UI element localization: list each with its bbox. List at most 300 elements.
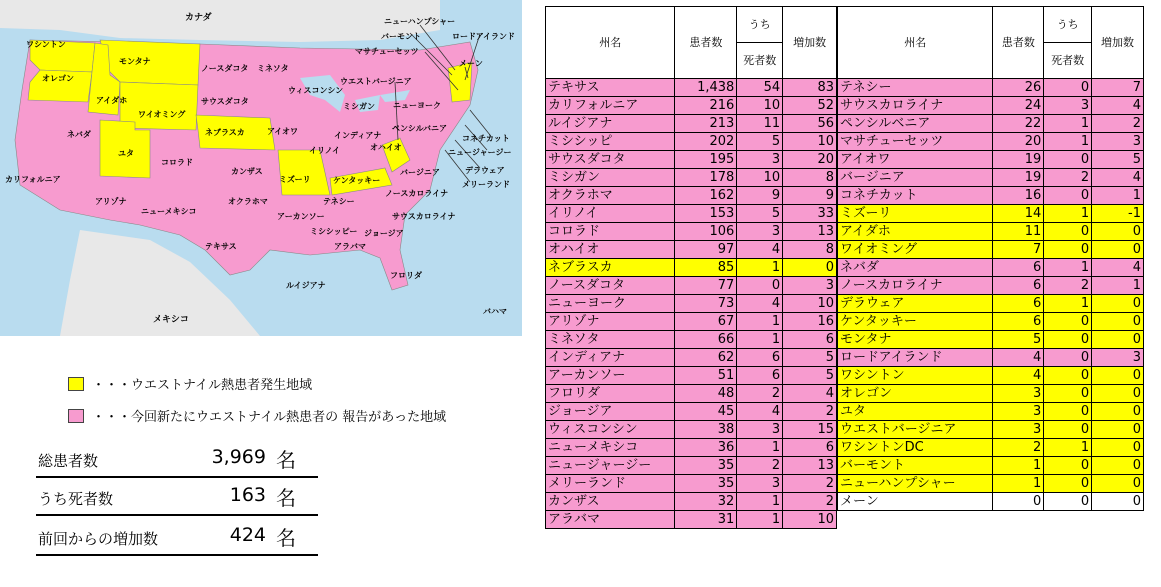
table-row <box>838 439 1144 457</box>
map-label-missouri: ミズーリ <box>279 175 311 184</box>
cell-deaths: 54 <box>737 79 783 97</box>
table-row <box>838 259 1144 277</box>
cell-patients: 24 <box>993 97 1044 115</box>
cell-state: ワシントン <box>838 367 993 385</box>
cell-increase: 0 <box>1092 223 1144 241</box>
table-row <box>546 241 837 259</box>
cell-deaths: 0 <box>1044 385 1092 403</box>
cell-patients: 51 <box>675 367 737 385</box>
cell-increase: 0 <box>783 259 837 277</box>
table-row <box>838 223 1144 241</box>
cell-deaths: 5 <box>737 205 783 223</box>
map-label-montana: モンタナ <box>119 57 151 66</box>
table-row <box>838 385 1144 403</box>
table-row <box>838 169 1144 187</box>
summary-value: 3,969 <box>211 446 266 468</box>
map-label-georgia: ジョージア <box>364 229 404 238</box>
cell-patients: 85 <box>675 259 737 277</box>
cell-state: ルイジアナ <box>546 115 675 133</box>
cell-state: ケンタッキー <box>838 313 993 331</box>
cell-increase: 3 <box>1092 133 1144 151</box>
table-row <box>546 475 837 493</box>
summary-value: 424 <box>229 524 266 546</box>
map-label-maine: メーン <box>459 59 483 68</box>
cell-patients: 45 <box>675 403 737 421</box>
cell-deaths: 2 <box>1044 169 1092 187</box>
table-row <box>546 79 837 97</box>
cell-patients: 1,438 <box>675 79 737 97</box>
cell-deaths: 0 <box>1044 349 1092 367</box>
cell-state: サウスカロライナ <box>838 97 993 115</box>
cell-state: バーモント <box>838 457 993 475</box>
cell-deaths: 0 <box>1044 457 1092 475</box>
cell-increase: 1 <box>1092 187 1144 205</box>
cell-deaths: 2 <box>737 385 783 403</box>
summary-total-patients <box>36 440 318 478</box>
cell-patients: 38 <box>675 421 737 439</box>
cell-patients: 1 <box>993 457 1044 475</box>
cell-deaths: 0 <box>1044 187 1092 205</box>
map-label-colorado: コロラド <box>161 158 193 167</box>
map-label-oregon: オレゴン <box>42 74 74 83</box>
cell-deaths: 6 <box>737 349 783 367</box>
cell-deaths: 0 <box>1044 493 1092 511</box>
cell-patients: 66 <box>675 331 737 349</box>
map-label-arkansas: アーカンソー <box>277 212 325 221</box>
cell-state: カリフォルニア <box>546 97 675 115</box>
map-label-nebraska: ネブラスカ <box>205 128 245 137</box>
map-label-oklahoma: オクラホマ <box>228 197 268 206</box>
cell-increase: 9 <box>783 187 837 205</box>
map-label-idaho: アイダホ <box>96 96 128 105</box>
legend-swatch-pink <box>68 409 84 423</box>
table-row <box>546 331 837 349</box>
map-label-mexico: メキシコ <box>153 315 189 325</box>
cell-deaths: 0 <box>1044 367 1092 385</box>
cell-deaths: 1 <box>1044 295 1092 313</box>
cell-patients: 106 <box>675 223 737 241</box>
cell-state: アーカンソー <box>546 367 675 385</box>
cell-increase: 3 <box>783 277 837 295</box>
cell-state: オレゴン <box>838 385 993 403</box>
cell-increase: 2 <box>783 493 837 511</box>
map-label-wisconsin: ウィスコンシン <box>288 86 344 95</box>
cell-deaths: 0 <box>1044 421 1092 439</box>
cell-patients: 153 <box>675 205 737 223</box>
cell-patients: 6 <box>993 277 1044 295</box>
cell-deaths: 4 <box>737 295 783 313</box>
cell-deaths: 6 <box>737 367 783 385</box>
table-row <box>838 79 1144 97</box>
map-label-connecticut: コネチカット <box>462 134 510 143</box>
map-label-canada: カナダ <box>185 13 212 23</box>
cell-patients: 14 <box>993 205 1044 223</box>
summary-deaths <box>36 478 318 516</box>
table-row <box>838 295 1144 313</box>
summary-unit: 名 <box>276 448 296 472</box>
table-row <box>546 151 837 169</box>
cell-state: マサチューセッツ <box>838 133 993 151</box>
legend-label: ・・・ウエストナイル熱患者発生地域 <box>92 378 313 393</box>
cell-deaths: 3 <box>737 421 783 439</box>
cell-patients: 48 <box>675 385 737 403</box>
map-label-ohio: オハイオ <box>370 143 402 152</box>
cell-increase: 0 <box>1092 313 1144 331</box>
summary-increase <box>36 518 318 556</box>
cell-patients: 3 <box>993 403 1044 421</box>
map-label-south-dakota: サウスダコタ <box>201 97 249 106</box>
cell-deaths: 1 <box>1044 205 1092 223</box>
table-row <box>838 457 1144 475</box>
cell-patients: 22 <box>993 115 1044 133</box>
cell-increase: 56 <box>783 115 837 133</box>
cell-increase: 0 <box>1092 331 1144 349</box>
cell-state: ウエストバージニア <box>838 421 993 439</box>
table-row <box>546 313 837 331</box>
map-label-rhode-island: ロードアイランド <box>452 32 516 41</box>
map-label-tennessee: テネシー <box>323 197 355 206</box>
table-row <box>546 403 837 421</box>
header-deaths: 死者数 <box>1044 43 1092 79</box>
cell-deaths: 3 <box>737 223 783 241</box>
cell-deaths: 0 <box>1044 151 1092 169</box>
cell-state: テキサス <box>546 79 675 97</box>
cell-deaths: 11 <box>737 115 783 133</box>
cell-state: ネブラスカ <box>546 259 675 277</box>
cell-state: コネチカット <box>838 187 993 205</box>
cell-deaths: 3 <box>737 151 783 169</box>
cell-increase: 6 <box>783 439 837 457</box>
legend-label: ・・・今回新たにウエストナイル熱患者の 報告があった地域 <box>92 410 447 425</box>
us-map <box>0 0 522 336</box>
cell-patients: 7 <box>993 241 1044 259</box>
cell-patients: 6 <box>993 295 1044 313</box>
cell-state: アリゾナ <box>546 313 675 331</box>
cell-state: メリーランド <box>546 475 675 493</box>
table-row <box>838 403 1144 421</box>
table-row <box>546 439 837 457</box>
legend-item-affected <box>68 374 312 393</box>
map-label-bahamas: バハマ <box>483 307 507 316</box>
cell-deaths: 1 <box>737 511 783 529</box>
map-label-south-carolina: サウスカロライナ <box>392 212 456 221</box>
cell-patients: 195 <box>675 151 737 169</box>
cell-deaths: 1 <box>1044 259 1092 277</box>
table-row <box>546 133 837 151</box>
cell-increase: 52 <box>783 97 837 115</box>
cell-increase: 2 <box>783 475 837 493</box>
cell-patients: 32 <box>675 493 737 511</box>
header-state: 州名 <box>546 7 675 79</box>
table-row <box>546 295 837 313</box>
map-label-kentucky: ケンタッキー <box>333 176 381 185</box>
cell-deaths: 3 <box>1044 97 1092 115</box>
cell-deaths: 2 <box>737 457 783 475</box>
cell-deaths: 9 <box>737 187 783 205</box>
table-row <box>838 97 1144 115</box>
header-patients: 患者数 <box>993 7 1044 79</box>
header-deaths: 死者数 <box>737 43 783 79</box>
cell-state: フロリダ <box>546 385 675 403</box>
cell-state: インディアナ <box>546 349 675 367</box>
map-label-north-carolina: ノースカロライナ <box>385 189 449 198</box>
cell-state: テネシー <box>838 79 993 97</box>
map-label-new-mexico: ニューメキシコ <box>141 207 197 216</box>
cell-state: サウスダコタ <box>546 151 675 169</box>
cell-patients: 3 <box>993 421 1044 439</box>
header-increase: 増加数 <box>783 7 837 79</box>
cell-state: アイオワ <box>838 151 993 169</box>
cell-increase: 0 <box>1092 367 1144 385</box>
cell-state: デラウェア <box>838 295 993 313</box>
cell-state: ニューメキシコ <box>546 439 675 457</box>
cell-increase: 4 <box>1092 169 1144 187</box>
cell-patients: 3 <box>993 385 1044 403</box>
cell-deaths: 0 <box>737 277 783 295</box>
map-label-iowa: アイオワ <box>267 127 299 136</box>
table-row <box>546 511 837 529</box>
cell-state: ミシガン <box>546 169 675 187</box>
cell-deaths: 1 <box>1044 115 1092 133</box>
map-label-nevada: ネバダ <box>67 130 91 139</box>
cell-patients: 6 <box>993 259 1044 277</box>
map-label-north-dakota: ノースダコタ <box>201 64 249 73</box>
cell-patients: 62 <box>675 349 737 367</box>
table-row <box>838 133 1144 151</box>
cell-patients: 4 <box>993 349 1044 367</box>
cell-patients: 178 <box>675 169 737 187</box>
map-label-virginia: バージニア <box>400 168 440 177</box>
map-label-arizona: アリゾナ <box>95 197 127 206</box>
cell-patients: 4 <box>993 367 1044 385</box>
cell-state: ユタ <box>838 403 993 421</box>
map-label-california: カリフォルニア <box>5 175 61 184</box>
map-label-louisiana: ルイジアナ <box>286 281 326 290</box>
cell-patients: 20 <box>993 133 1044 151</box>
cell-increase: 0 <box>1092 475 1144 493</box>
map-label-texas: テキサス <box>205 242 237 251</box>
cell-deaths: 10 <box>737 97 783 115</box>
cell-state: アラバマ <box>546 511 675 529</box>
cell-patients: 216 <box>675 97 737 115</box>
cell-patients: 5 <box>993 331 1044 349</box>
map-label-pennsylvania: ペンシルバニア <box>392 124 448 133</box>
table-row <box>546 205 837 223</box>
table-row <box>546 421 837 439</box>
table-row <box>546 457 837 475</box>
map-label-west-virginia: ウエストバージニア <box>340 77 412 86</box>
cell-increase: -1 <box>1092 205 1144 223</box>
cell-increase: 16 <box>783 313 837 331</box>
cell-increase: 83 <box>783 79 837 97</box>
cell-patients: 67 <box>675 313 737 331</box>
map-label-new-york: ニューヨーク <box>393 101 441 110</box>
cell-state: アイダホ <box>838 223 993 241</box>
map-label-washington: ワシントン <box>26 40 66 49</box>
cell-state: バージニア <box>838 169 993 187</box>
table-row <box>838 241 1144 259</box>
cell-state: ネバダ <box>838 259 993 277</box>
summary-unit: 名 <box>276 526 296 550</box>
table-row <box>838 277 1144 295</box>
map-label-florida: フロリダ <box>390 271 422 280</box>
cell-deaths: 1 <box>737 331 783 349</box>
cell-patients: 35 <box>675 457 737 475</box>
cell-state: ペンシルベニア <box>838 115 993 133</box>
cell-deaths: 10 <box>737 169 783 187</box>
cell-state: オクラホマ <box>546 187 675 205</box>
table-row <box>838 151 1144 169</box>
cell-deaths: 5 <box>737 133 783 151</box>
map-label-mississippi: ミシシッピー <box>310 227 358 236</box>
cell-patients: 73 <box>675 295 737 313</box>
cell-state: ワシントンDC <box>838 439 993 457</box>
cell-increase: 20 <box>783 151 837 169</box>
cell-state: ミズーリ <box>838 205 993 223</box>
table-row <box>838 205 1144 223</box>
cell-increase: 4 <box>783 385 837 403</box>
table-row <box>546 385 837 403</box>
table-row <box>546 223 837 241</box>
cell-patients: 6 <box>993 313 1044 331</box>
cell-state: ニューヨーク <box>546 295 675 313</box>
table-row <box>838 187 1144 205</box>
cell-patients: 0 <box>993 493 1044 511</box>
cell-deaths: 0 <box>1044 313 1092 331</box>
cell-deaths: 1 <box>1044 439 1092 457</box>
cell-increase: 0 <box>1092 295 1144 313</box>
cell-increase: 3 <box>1092 349 1144 367</box>
table-row <box>546 115 837 133</box>
cell-increase: 13 <box>783 457 837 475</box>
cell-increase: 10 <box>783 295 837 313</box>
cell-increase: 0 <box>1092 421 1144 439</box>
cell-deaths: 2 <box>1044 277 1092 295</box>
cell-deaths: 0 <box>1044 403 1092 421</box>
cell-increase: 2 <box>1092 115 1144 133</box>
cell-increase: 33 <box>783 205 837 223</box>
cell-state: ニューハンプシャー <box>838 475 993 493</box>
header-state: 州名 <box>838 7 993 79</box>
cell-patients: 16 <box>993 187 1044 205</box>
cell-increase: 0 <box>1092 457 1144 475</box>
cell-state: ジョージア <box>546 403 675 421</box>
cell-state: ロードアイランド <box>838 349 993 367</box>
cell-patients: 11 <box>993 223 1044 241</box>
cell-state: ミネソタ <box>546 331 675 349</box>
table-row <box>838 367 1144 385</box>
cell-deaths: 0 <box>1044 241 1092 259</box>
cell-deaths: 0 <box>1044 331 1092 349</box>
cell-patients: 36 <box>675 439 737 457</box>
cell-patients: 202 <box>675 133 737 151</box>
cell-deaths: 1 <box>737 439 783 457</box>
cell-deaths: 0 <box>1044 223 1092 241</box>
table-row <box>546 367 837 385</box>
legend-item-new <box>68 406 446 425</box>
table-row <box>838 475 1144 493</box>
cell-patients: 213 <box>675 115 737 133</box>
cell-state: ミシシッピ <box>546 133 675 151</box>
cell-patients: 19 <box>993 151 1044 169</box>
map-label-indiana: インディアナ <box>334 131 382 140</box>
map-label-maryland: メリーランド <box>462 180 510 189</box>
cell-patients: 19 <box>993 169 1044 187</box>
cell-increase: 8 <box>783 169 837 187</box>
map-label-illinois: イリノイ <box>309 146 340 155</box>
cell-increase: 1 <box>1092 277 1144 295</box>
table-row <box>838 115 1144 133</box>
cell-state: コロラド <box>546 223 675 241</box>
cell-state: モンタナ <box>838 331 993 349</box>
cell-patients: 1 <box>993 475 1044 493</box>
cell-increase: 10 <box>783 511 837 529</box>
cell-increase: 2 <box>783 403 837 421</box>
cell-increase: 4 <box>1092 97 1144 115</box>
cases-table-left <box>545 6 837 529</box>
table-row <box>546 169 837 187</box>
cell-increase: 10 <box>783 133 837 151</box>
map-label-vermont: バーモント <box>381 32 421 41</box>
table-row <box>838 331 1144 349</box>
header-of-which: うち <box>1044 7 1092 43</box>
summary-value: 163 <box>229 484 266 506</box>
cell-increase: 5 <box>783 349 837 367</box>
cell-increase: 0 <box>1092 241 1144 259</box>
map-label-new-hampshire: ニューハンプシャー <box>384 17 456 26</box>
map-label-utah: ユタ <box>118 149 134 158</box>
cell-increase: 5 <box>783 367 837 385</box>
map-label-alabama: アラバマ <box>334 242 366 251</box>
new-england-region <box>448 62 472 102</box>
cases-table-right <box>837 6 1144 511</box>
cell-patients: 35 <box>675 475 737 493</box>
cell-state: ウィスコンシン <box>546 421 675 439</box>
cell-deaths: 1 <box>737 259 783 277</box>
cell-state: カンザス <box>546 493 675 511</box>
map-label-delaware: デラウェア <box>465 166 505 175</box>
cell-patients: 162 <box>675 187 737 205</box>
header-increase: 増加数 <box>1092 7 1144 79</box>
cell-patients: 26 <box>993 79 1044 97</box>
summary-label: 前回からの増加数 <box>38 530 159 548</box>
cell-increase: 8 <box>783 241 837 259</box>
cell-state: イリノイ <box>546 205 675 223</box>
cell-deaths: 1 <box>737 493 783 511</box>
cell-state: ニュージャージー <box>546 457 675 475</box>
map-label-massachusetts: マサチューセッツ <box>355 47 419 56</box>
cell-deaths: 4 <box>737 403 783 421</box>
summary-unit: 名 <box>276 486 296 510</box>
canada-region <box>0 0 440 42</box>
map-label-kansas: カンザス <box>231 167 263 176</box>
cell-increase: 13 <box>783 223 837 241</box>
cell-state: ノースダコタ <box>546 277 675 295</box>
table-row <box>546 493 837 511</box>
cell-patients: 31 <box>675 511 737 529</box>
table-row <box>546 277 837 295</box>
summary-label: うち死者数 <box>38 490 114 508</box>
cell-increase: 0 <box>1092 403 1144 421</box>
cell-increase: 0 <box>1092 493 1144 511</box>
table-row <box>546 187 837 205</box>
table-row <box>838 421 1144 439</box>
cell-patients: 97 <box>675 241 737 259</box>
cell-deaths: 0 <box>1044 475 1092 493</box>
cell-deaths: 4 <box>737 241 783 259</box>
table-row <box>546 97 837 115</box>
header-of-which: うち <box>737 7 783 43</box>
